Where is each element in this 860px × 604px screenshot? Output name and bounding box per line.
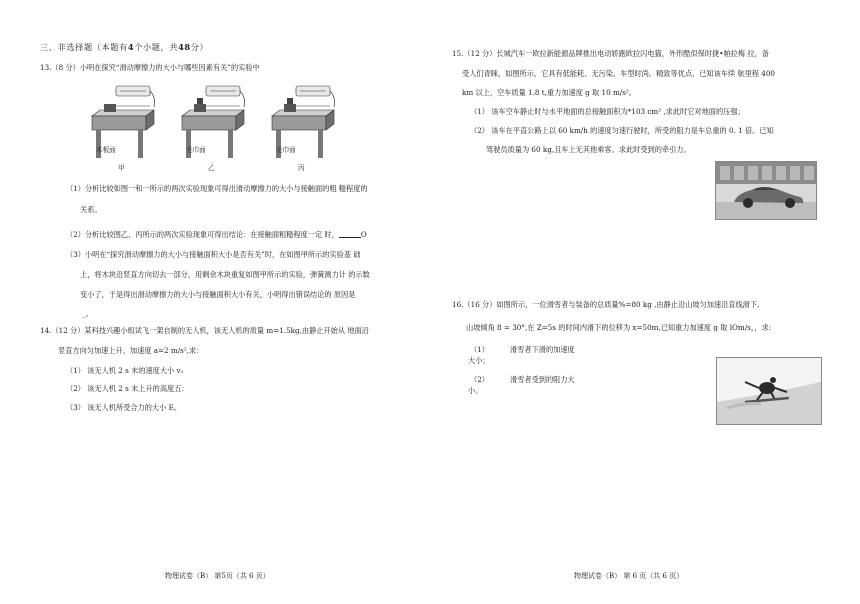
page-6 bbox=[430, 0, 860, 604]
car-photo-illustration bbox=[716, 162, 816, 219]
car-photo bbox=[715, 161, 817, 220]
q13-sub1-line2: 关系。 bbox=[80, 205, 102, 214]
q13-sub3-line2: 上，将木块沿竖直方向切去一部分，用剩余木块重复如图甲所示的实验，弹簧测力计 的示数 bbox=[80, 270, 370, 279]
section-mid-text: 个小题，共 bbox=[134, 42, 179, 52]
q16-sub2-tail: 小。 bbox=[468, 386, 483, 395]
q15-sub2-line1: （2） 该车在平直公路上以 60 km/h 的速度匀速行驶时，所受的阻力是车总重的 0. 1 倍。已知 bbox=[470, 126, 774, 135]
q14-line2: 竖直方向匀加速上升，加速度 a=2 m/s²,求： bbox=[58, 346, 204, 355]
q15-line2: 受人们青睐，如图所示，它具有低能耗、无污染、车型时尚、精致等优点，已知该车续 航里程 400 bbox=[462, 69, 775, 78]
q14-line1: 14.（12 分）某科技兴趣小组试飞一架自制的无人机，该无人机的质量 m=1.5kg,由静止开始从 地面沿 bbox=[40, 326, 369, 335]
q13-sub3-line1: （3）小明在“探究滑动摩擦力的大小与接触面积大小是否有关”时，在如图甲所示的实验基 础 bbox=[66, 250, 361, 259]
section-title-text: 三、非选择题（本题有 bbox=[40, 42, 128, 52]
q13-sub1-line1: （1）分析比较如图一和一所示的两次实验现象可得出滑动摩擦力的大小与接触面的粗 糙程度的 bbox=[66, 184, 368, 193]
q16-sub1-num: （1） bbox=[470, 345, 489, 354]
friction-experiment-diagram bbox=[90, 76, 340, 174]
q14-sub3: （3） 该无人机所受合力的大小 E。 bbox=[66, 403, 182, 412]
q13-sub3-line4: _。 bbox=[82, 309, 93, 318]
fig-caption-yi: 乙 bbox=[208, 164, 215, 172]
fig-label-yi-surface: 毛巾面 bbox=[186, 146, 206, 154]
q13-sub3-line3: 变小了，于是得出滑动摩擦力的大小与接触面积大小有关，小明得出错误结论的 原因是 bbox=[80, 290, 356, 299]
q14-sub2: （2） 该无人机 2 s 末上升的高度五： bbox=[66, 384, 189, 393]
fig-label-bing-surface: 毛巾面 bbox=[276, 146, 296, 154]
fig-caption-jia: 甲 bbox=[118, 164, 125, 172]
q14-sub1: （1） 该无人机 2 s 末的速度大小 v₁ bbox=[66, 366, 184, 375]
q15-sub1: （1） 该车空车静止时与水平地面的总接触面积为*103 cm² ,求此时它对地面的压强； bbox=[470, 107, 745, 116]
q16-sub2-text: 滑雪者受到的阻力大 bbox=[510, 375, 575, 384]
q16-sub1-tail: 大小； bbox=[468, 356, 490, 365]
page-footer-right: 物理试卷（B） 第 6 页（共 6 页） bbox=[574, 572, 684, 580]
fig-label-jia-surface: 木板面 bbox=[96, 146, 116, 154]
q16-sub1-text: 滑雪者下滑的加速度 bbox=[510, 345, 575, 354]
q15-sub2-line2: 驾驶员质量为 60 kg,且车上无其他乘客。求此时受到的牵引力。 bbox=[486, 145, 691, 154]
q13-sub2 bbox=[66, 230, 367, 239]
q13-sub2-end: O bbox=[360, 230, 367, 239]
skier-photo bbox=[716, 357, 822, 425]
skier-photo-illustration bbox=[717, 358, 821, 424]
section-title bbox=[40, 42, 208, 52]
q13-header: 13.（8 分）小明在探究“滑动摩擦力的大小与哪些因素有关”的实验中 bbox=[40, 63, 260, 72]
answer-blank bbox=[339, 230, 361, 238]
section-points: 48 bbox=[178, 42, 191, 52]
q13-sub2-text: （2）分析比较图乙、丙所示的两次实验现象可得出结论：在接触面粗糙程度一定 时， bbox=[66, 230, 339, 239]
section-end-text: 分） bbox=[190, 42, 209, 52]
q16-sub2-num: （2） bbox=[470, 375, 489, 384]
q16-line1: 16.（16 分）如图所示，一位滑雪者与装备的总质量%=80 kg ,由静止沿山坡匀加速沿直线滑下, bbox=[452, 300, 760, 309]
page-footer-left: 物理试卷（B） 第5页（共 6 页） bbox=[165, 572, 270, 580]
friction-experiment-figure bbox=[90, 76, 340, 174]
q15-line3: km 以上，空车质量 1.8 t,重力加速度 g 取 10 m/s²。 bbox=[462, 88, 636, 97]
section-count: 4 bbox=[127, 42, 135, 52]
q15-line1: 15.（12 分）长城汽车一欧拉新能源品牌推出电动轿跑欧拉闪电猫，外形酷似保时捷•帕拉梅 拉，备 bbox=[452, 49, 769, 58]
fig-caption-bing: 丙 bbox=[298, 164, 305, 172]
q16-line2: 山坡倾角 8 = 30°,在 Z=5s 的时间内滑下的位移为 x=50m,已知重力加速度 g 取 lOm/s，，求: bbox=[466, 323, 772, 332]
